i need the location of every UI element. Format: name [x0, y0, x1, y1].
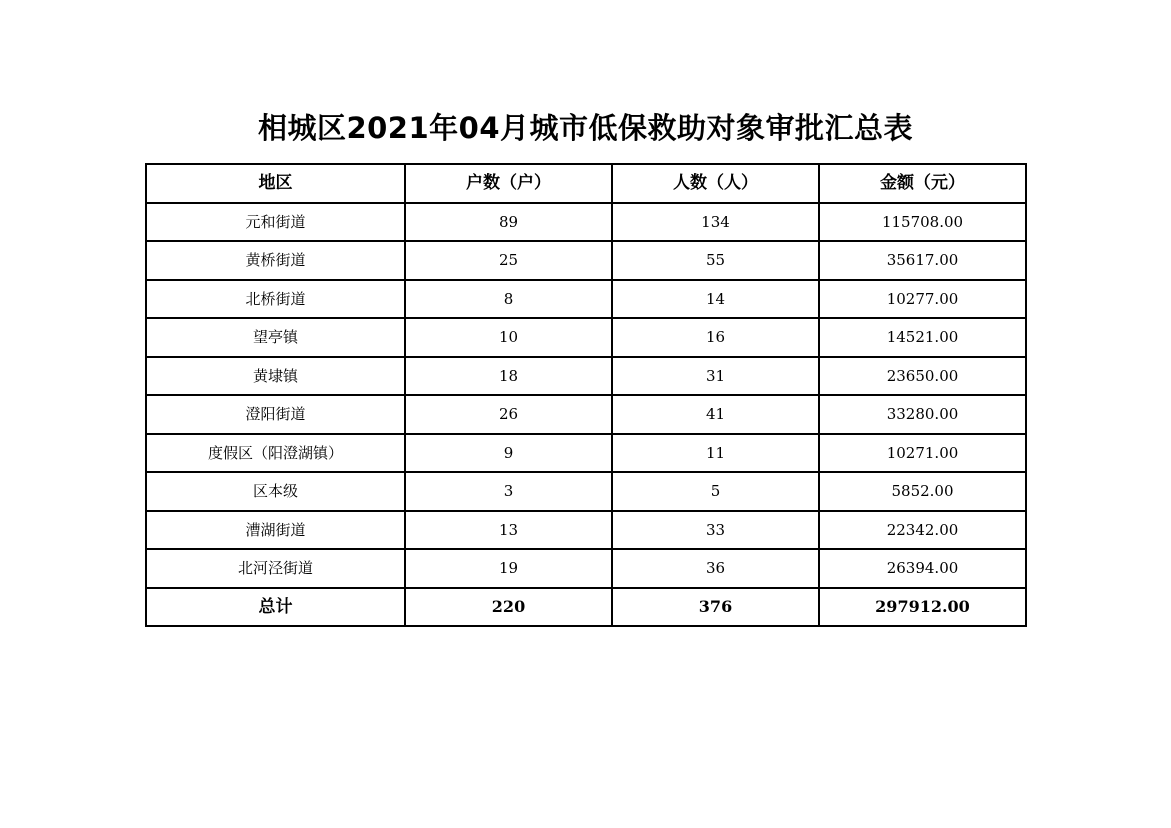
- cell-persons: 55: [612, 241, 819, 280]
- cell-persons: 14: [612, 280, 819, 319]
- total-amount: 297912.00: [819, 588, 1026, 627]
- cell-amount: 33280.00: [819, 395, 1026, 434]
- cell-region: 漕湖街道: [146, 511, 405, 550]
- cell-amount: 35617.00: [819, 241, 1026, 280]
- cell-amount: 10277.00: [819, 280, 1026, 319]
- cell-persons: 134: [612, 203, 819, 242]
- cell-households: 19: [405, 549, 612, 588]
- cell-region: 黄桥街道: [146, 241, 405, 280]
- cell-households: 26: [405, 395, 612, 434]
- table-row: [146, 434, 1026, 473]
- table-row: [146, 280, 1026, 319]
- total-households: 220: [405, 588, 612, 627]
- cell-households: 13: [405, 511, 612, 550]
- table-row: [146, 357, 1026, 396]
- table-header-row: [146, 164, 1026, 203]
- cell-region: 元和街道: [146, 203, 405, 242]
- header-region: 地区: [146, 164, 405, 203]
- cell-amount: 26394.00: [819, 549, 1026, 588]
- table-row: [146, 203, 1026, 242]
- cell-persons: 11: [612, 434, 819, 473]
- cell-amount: 23650.00: [819, 357, 1026, 396]
- cell-amount: 5852.00: [819, 472, 1026, 511]
- cell-households: 89: [405, 203, 612, 242]
- header-amount: 金额（元）: [819, 164, 1026, 203]
- table-row: [146, 241, 1026, 280]
- total-persons: 376: [612, 588, 819, 627]
- cell-region: 北河泾街道: [146, 549, 405, 588]
- cell-region: 澄阳街道: [146, 395, 405, 434]
- header-persons: 人数（人）: [612, 164, 819, 203]
- cell-region: 黄埭镇: [146, 357, 405, 396]
- document-title: 相城区2021年04月城市低保救助对象审批汇总表: [257, 111, 914, 145]
- cell-amount: 10271.00: [819, 434, 1026, 473]
- cell-amount: 14521.00: [819, 318, 1026, 357]
- cell-households: 3: [405, 472, 612, 511]
- cell-amount: 22342.00: [819, 511, 1026, 550]
- cell-persons: 31: [612, 357, 819, 396]
- header-households: 户数（户）: [405, 164, 612, 203]
- cell-region: 度假区（阳澄湖镇）: [146, 434, 405, 473]
- cell-households: 10: [405, 318, 612, 357]
- cell-persons: 41: [612, 395, 819, 434]
- table-row: [146, 511, 1026, 550]
- table-total-row: [146, 588, 1026, 627]
- cell-amount: 115708.00: [819, 203, 1026, 242]
- cell-region: 北桥街道: [146, 280, 405, 319]
- cell-region: 区本级: [146, 472, 405, 511]
- cell-households: 8: [405, 280, 612, 319]
- cell-persons: 5: [612, 472, 819, 511]
- table-row: [146, 549, 1026, 588]
- cell-region: 望亭镇: [146, 318, 405, 357]
- table-row: [146, 395, 1026, 434]
- cell-persons: 33: [612, 511, 819, 550]
- table-row: [146, 318, 1026, 357]
- total-label: 总计: [146, 588, 405, 627]
- cell-households: 18: [405, 357, 612, 396]
- table-row: [146, 472, 1026, 511]
- cell-households: 25: [405, 241, 612, 280]
- cell-persons: 36: [612, 549, 819, 588]
- cell-households: 9: [405, 434, 612, 473]
- summary-table: [145, 163, 1027, 627]
- cell-persons: 16: [612, 318, 819, 357]
